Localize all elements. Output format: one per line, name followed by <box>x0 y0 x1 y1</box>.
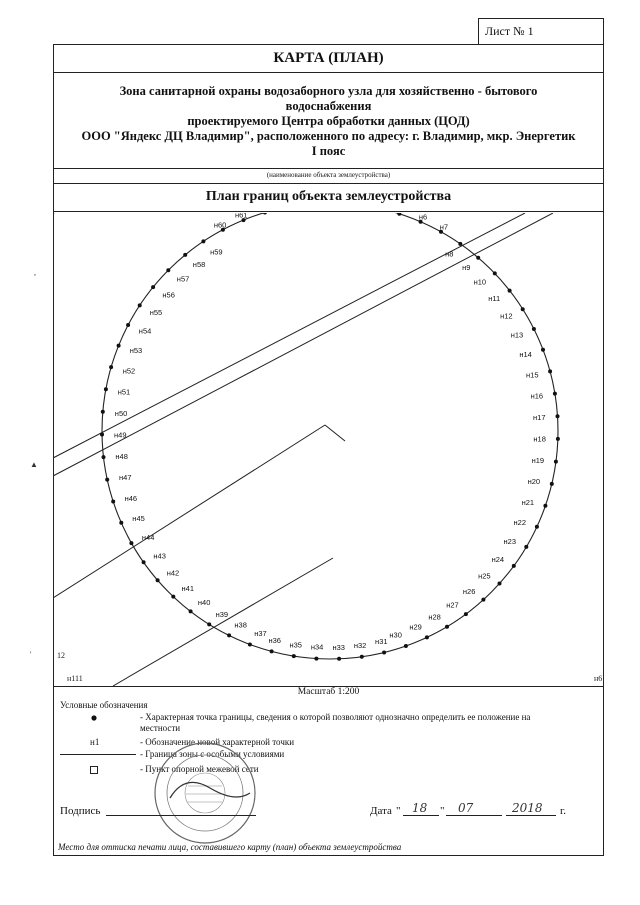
margin-mark: ▲ <box>30 460 38 469</box>
boundary-point <box>524 545 528 549</box>
boundary-point <box>508 289 512 293</box>
zone-line: Зона санитарной охраны водозаборного узла для хозяйственно - бытового <box>119 84 538 98</box>
boundary-point-label: н20 <box>527 477 541 487</box>
boundary-point <box>464 612 468 616</box>
boundary-point <box>404 644 408 648</box>
boundary-point-label: н14 <box>519 350 532 359</box>
boundary-point <box>129 541 133 545</box>
date-year-suffix: г. <box>560 805 567 817</box>
legend-item-control-point: - Пункт опорной межевой сети <box>140 764 259 774</box>
boundary-point-label: н54 <box>138 326 152 336</box>
boundary-point-label: н35 <box>289 640 302 650</box>
date-month-line <box>446 815 502 816</box>
parcel-line <box>53 213 525 458</box>
divider <box>53 168 604 169</box>
zone-line: I пояс <box>311 144 346 158</box>
boundary-point-label: н51 <box>117 387 131 397</box>
boundary-point <box>189 609 193 613</box>
boundary-point <box>397 213 401 216</box>
margin-mark: ' <box>30 650 32 659</box>
boundary-point <box>445 625 449 629</box>
legend-item-new-point: - Обозначение новой характерной точки <box>140 737 295 747</box>
boundary-point-label: н53 <box>129 346 143 356</box>
boundary-point <box>425 635 429 639</box>
boundary-point-label: н8 <box>445 249 454 259</box>
footer-note: Место для оттиска печати лица, составившего карту (план) объекта землеустройства <box>58 842 402 852</box>
date-month: 07 <box>458 801 474 815</box>
parcel-line <box>53 213 553 476</box>
boundary-point-label: н46 <box>124 493 138 503</box>
scale-label: Масштаб 1:200 <box>297 687 360 697</box>
boundary-point-label: н27 <box>446 600 459 610</box>
date-label: Дата <box>370 805 392 817</box>
boundary-point-label: н16 <box>530 391 544 401</box>
legend-text: местности <box>140 723 181 733</box>
boundary-point-label: н11 <box>488 294 501 303</box>
boundary-point-label: н47 <box>119 473 132 482</box>
boundary-point <box>553 392 557 396</box>
zone-line: водоснабжения <box>285 99 372 113</box>
boundary-point-label: н40 <box>197 597 211 607</box>
boundary-point-label: н60 <box>213 220 227 230</box>
boundary-map <box>53 213 604 686</box>
boundary-point <box>102 455 106 459</box>
boundary-point-label: н9 <box>462 262 471 272</box>
boundary-point <box>183 253 187 257</box>
boundary-point <box>382 651 386 655</box>
boundary-point <box>111 500 115 504</box>
boundary-point <box>476 256 480 260</box>
boundary-point <box>543 504 547 508</box>
boundary-point-label: н48 <box>115 451 128 461</box>
boundary-point <box>458 242 462 246</box>
parcel-line <box>53 425 325 598</box>
boundary-point-label: н15 <box>526 370 539 380</box>
boundary-point <box>156 578 160 582</box>
boundary-point-label: н56 <box>162 290 175 300</box>
boundary-point-label: н58 <box>192 260 206 270</box>
legend-title: Условные обозначения <box>60 700 148 710</box>
boundary-point <box>119 521 123 525</box>
boundary-point <box>142 560 146 564</box>
boundary-point <box>117 344 121 348</box>
date-day: 18 <box>412 801 428 815</box>
boundary-point <box>105 478 109 482</box>
boundary-point <box>493 271 497 275</box>
boundary-point-label: н19 <box>531 455 545 465</box>
boundary-point-label: н30 <box>389 630 402 640</box>
boundary-point <box>314 657 318 661</box>
boundary-point-label: н18 <box>533 434 546 444</box>
zone-description <box>53 84 604 159</box>
boundary-point-label: н29 <box>409 622 422 632</box>
object-caption: (наименование объекта землеустройства) <box>266 171 391 179</box>
date-year: 2018 <box>512 801 543 815</box>
sheet-number: Лист № 1 <box>485 24 534 38</box>
boundary-point-label: н59 <box>210 247 223 257</box>
boundary-point <box>550 482 554 486</box>
boundary-points <box>100 213 560 661</box>
parcel-line <box>113 558 333 686</box>
zone-line: проектируемого Центра обработки данных (ЦОД) <box>187 114 470 128</box>
boundary-point <box>512 564 516 568</box>
boundary-point-label: н44 <box>141 533 155 543</box>
legend-item-boundary: - Граница зоны с особыми условиями <box>140 749 285 759</box>
legend-square-symbol <box>90 766 98 774</box>
boundary-point <box>227 633 231 637</box>
edge-label-left-bottom: н111 <box>67 674 83 683</box>
boundary-point-label: н61 <box>234 213 248 220</box>
boundary-point <box>109 365 113 369</box>
boundary-plan <box>53 213 604 686</box>
boundary-point-label: н38 <box>234 620 247 630</box>
boundary-point-label: н28 <box>428 612 441 622</box>
boundary-point <box>498 582 502 586</box>
boundary-point <box>337 657 341 661</box>
boundary-point-label: н10 <box>473 277 487 287</box>
boundary-point <box>521 307 525 311</box>
boundary-point <box>171 595 175 599</box>
boundary-point-label: н17 <box>533 413 546 422</box>
edge-label-left-number: 12 <box>57 651 65 660</box>
boundary-point-label: н42 <box>166 568 180 578</box>
date-quote: " <box>396 805 401 817</box>
boundary-point <box>166 268 170 272</box>
date-day-line <box>403 815 439 816</box>
boundary-point-label: н52 <box>122 366 136 376</box>
parcel-line <box>325 425 345 441</box>
boundary-point <box>100 433 104 437</box>
boundary-point <box>481 598 485 602</box>
boundary-point-label: н34 <box>310 642 324 652</box>
boundary-point <box>151 285 155 289</box>
boundary-point-label: н55 <box>149 308 163 317</box>
boundary-point <box>535 525 539 529</box>
boundary-point-label: н49 <box>114 430 127 440</box>
legend-dot-symbol <box>90 714 98 724</box>
edge-label-right-bottom: н6 <box>594 674 603 683</box>
margin-mark: , <box>34 268 36 277</box>
signature-label: Подпись <box>60 805 101 817</box>
legend-text: - Характерная точка границы, сведения о которой позволяют однозначно определить ее положение на <box>140 712 531 722</box>
boundary-point <box>263 213 267 215</box>
zone-line: ООО "Яндекс ДЦ Владимир", расположенного по адресу: г. Владимир, мкр. Энергетик <box>81 129 576 143</box>
boundary-point <box>554 460 558 464</box>
boundary-point-label: н33 <box>332 642 345 652</box>
boundary-point-label: н31 <box>375 636 388 646</box>
plan-title: План границ объекта землеустройства <box>205 189 452 204</box>
boundary-point <box>548 369 552 373</box>
boundary-point <box>248 643 252 647</box>
boundary-point <box>360 655 364 659</box>
boundary-point-label: н45 <box>132 513 145 523</box>
boundary-point <box>104 387 108 391</box>
date-quote: " <box>440 805 445 817</box>
boundary-point-label: н22 <box>513 517 526 527</box>
sheet-number-box <box>478 18 604 44</box>
legend-line-symbol <box>60 754 136 755</box>
boundary-point <box>270 649 274 653</box>
boundary-point-label: н12 <box>500 311 513 321</box>
boundary-point-label: н41 <box>181 583 194 593</box>
boundary-point-label: н43 <box>153 551 166 561</box>
signature-line <box>106 815 256 816</box>
date-year-line <box>506 815 556 816</box>
sanitary-zone-boundary <box>102 213 558 659</box>
boundary-point <box>292 654 296 658</box>
boundary-point-label: н25 <box>478 571 491 581</box>
boundary-point-label: н24 <box>491 554 505 564</box>
boundary-point-label: н57 <box>176 274 190 284</box>
boundary-point <box>556 414 560 418</box>
boundary-point-label: н21 <box>521 497 535 507</box>
boundary-point-label: н6 <box>418 213 428 222</box>
boundary-point-label: н13 <box>510 330 524 340</box>
boundary-point-label: н32 <box>353 640 367 650</box>
boundary-point <box>532 327 536 331</box>
boundary-point-label: н23 <box>503 536 516 546</box>
boundary-point <box>126 323 130 327</box>
boundary-point <box>101 410 105 414</box>
boundary-point-label: н36 <box>268 635 281 645</box>
boundary-point <box>556 437 560 441</box>
boundary-point <box>201 239 205 243</box>
legend-label-symbol: н1 <box>90 737 100 747</box>
divider <box>53 183 604 184</box>
boundary-point-label: н50 <box>114 408 128 418</box>
boundary-point <box>541 348 545 352</box>
boundary-point <box>138 303 142 307</box>
boundary-point <box>207 622 211 626</box>
boundary-point-label: н39 <box>215 610 229 620</box>
boundary-point-label: н7 <box>439 222 449 232</box>
document-title: КАРТА (ПЛАН) <box>273 50 384 66</box>
boundary-point-label: н37 <box>254 629 267 639</box>
seal-stamp <box>150 738 260 848</box>
boundary-point-label: н26 <box>462 586 476 596</box>
legend-item-point <box>140 712 600 734</box>
divider <box>53 211 604 212</box>
divider <box>53 72 604 73</box>
